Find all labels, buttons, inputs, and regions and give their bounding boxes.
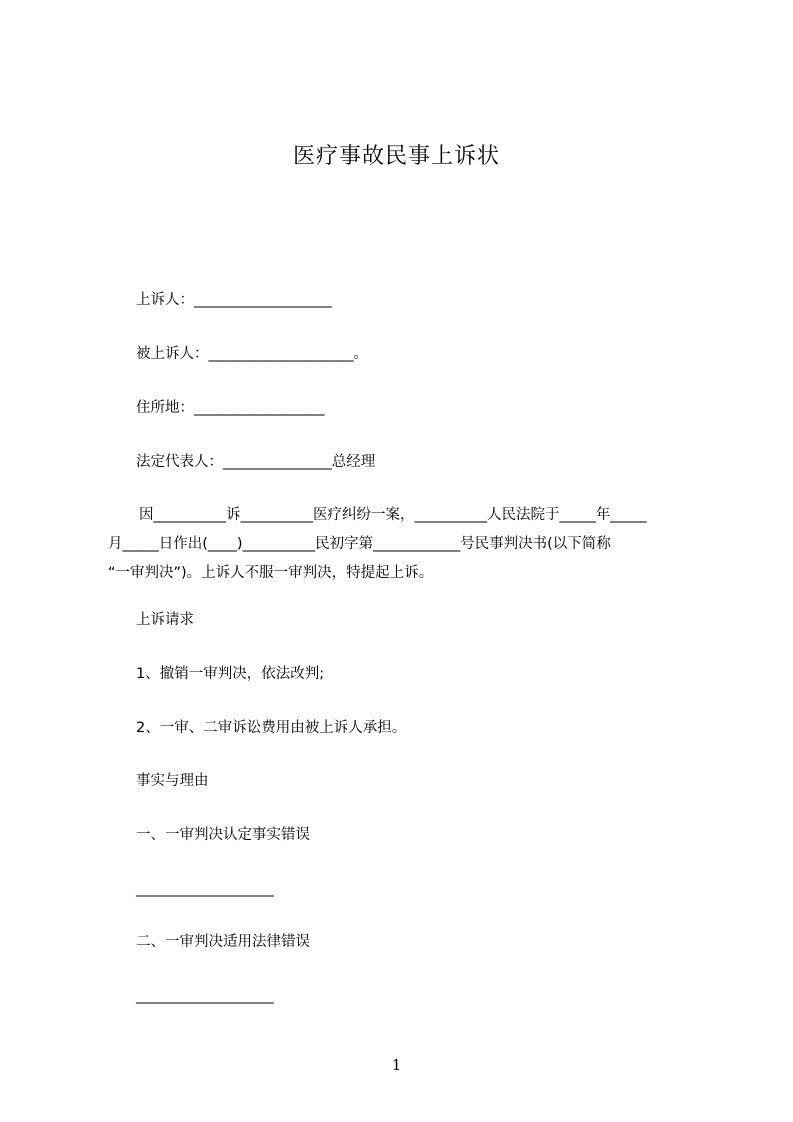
claim-item-2: 2、一审、二审诉讼费用由被上诉人承担。 [136,720,407,736]
appellant-line: 上诉人：___________________ [136,292,332,308]
legal-representative-line: 法定代表人：_______________总经理 [136,454,376,470]
page-number: 1 [391,1056,402,1074]
address-line: 住所地：__________________ [136,400,325,416]
document-title: 医疗事故民事上诉状 [292,144,500,169]
case-introduction-paragraph [108,500,703,587]
reason-2-blank-line: ___________________ [136,988,274,1004]
facts-and-reasons-heading: 事实与理由 [136,773,209,789]
claims-heading: 上诉请求 [136,612,194,628]
intro-line: 月_____日作出(____)__________民初字第____________号民事判决书(以下简称 [108,536,611,552]
claim-item-1: 1、撤销一审判决，依法改判; [136,666,325,682]
intro-line: 因__________诉__________医疗纠纷一案，__________人民法院于_____年_____ [139,507,647,523]
intro-line: “一审判决”)。上诉人不服一审判决，特提起上诉。 [108,565,434,581]
appellee-line: 被上诉人：____________________。 [136,346,368,362]
reason-1-blank-line: ___________________ [136,881,274,897]
reason-2-heading: 二、一审判决适用法律错误 [136,934,310,950]
reason-1-heading: 一、一审判决认定事实错误 [136,827,310,843]
